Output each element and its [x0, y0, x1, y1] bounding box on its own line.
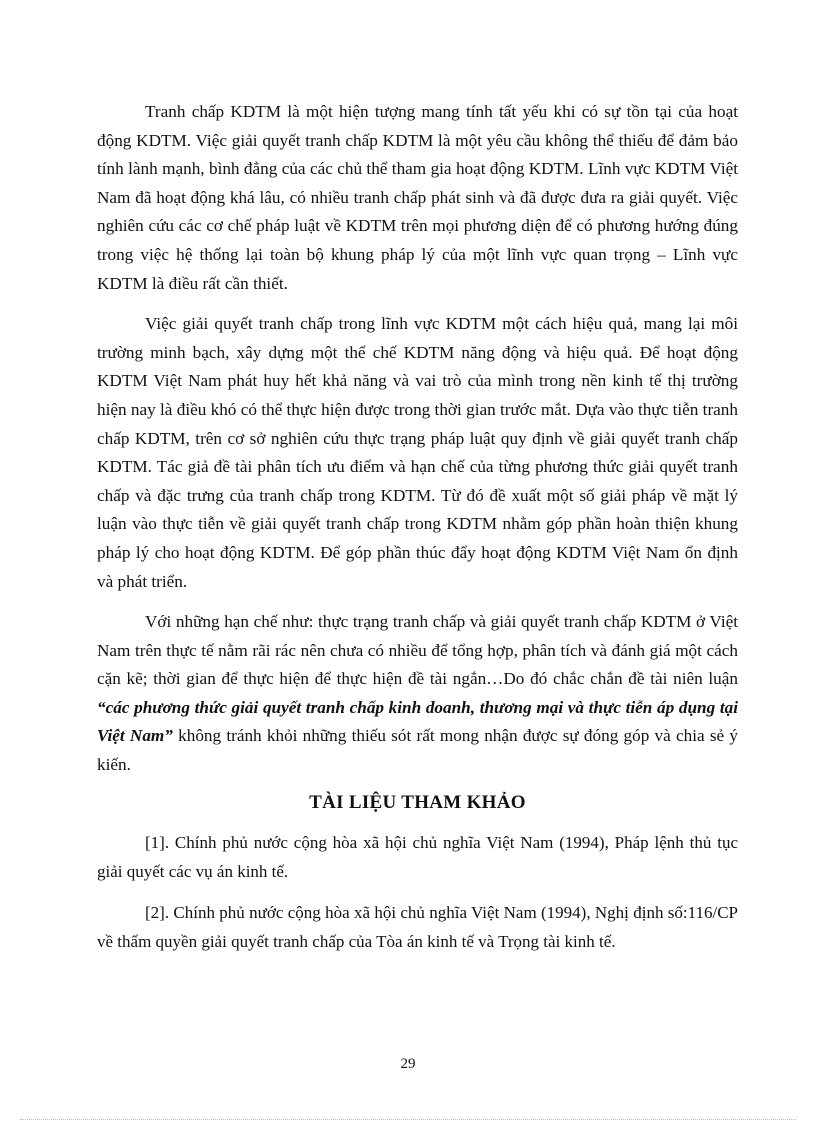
paragraph-2: Việc giải quyết tranh chấp trong lĩnh vực KDTM một cách hiệu quả, mang lại môi trường minh bạch, xây dựng một thể chế KDTM năng động và hiệu quả. Để hoạt động KDTM Việt Nam phát huy hết khả năng và vai trò của mình trong nền kinh tế thị trường hiện nay là điều khó có thể thực hiện được trong thời gian trước mắt. Dựa vào thực tiễn tranh chấp KDTM, trên cơ sở nghiên cứu thực trạng pháp luật quy định về giải quyết tranh chấp KDTM. Tác giả đề tài phân tích ưu điểm và hạn chế của từng phương thức giải quyết tranh chấp và đặc trưng của tranh chấp trong KDTM. Từ đó đề xuất một số giải pháp về mặt lý luận vào thực tiễn về giải quyết tranh chấp trong KDTM nhằm góp phần hoàn thiện khung pháp lý cho hoạt động KDTM. Để góp phần thúc đẩy hoạt động KDTM Việt Nam ổn định và phát triển. — [97, 314, 738, 591]
thesis-title-emphasis: “các phương thức giải quyết tranh chấp kinh doanh, thương mại và thực tiễn áp dụng tại Việt Nam” — [97, 697, 738, 746]
reference-item-1: [1]. Chính phủ nước cộng hòa xã hội chủ nghĩa Việt Nam (1994), Pháp lệnh thủ tục giải quyết các vụ án kinh tế. — [97, 832, 738, 881]
document-page — [97, 98, 738, 968]
references-heading: TÀI LIỆU THAM KHẢO — [309, 791, 526, 813]
paragraph-1: Tranh chấp KDTM là một hiện tượng mang tính tất yếu khi có sự tồn tại của hoạt động KDTM. Việc giải quyết tranh chấp KDTM là một yêu cầu không thể thiếu để đảm bảo tính lành mạnh, bình đẳng của các chủ thể tham gia hoạt động KDTM. Lĩnh vực KDTM Việt Nam đã hoạt động khá lâu, có nhiều tranh chấp phát sinh và đã được đưa ra giải quyết. Việc nghiên cứu các cơ chế pháp luật về KDTM trên mọi phương diện để có phương hướng đúng trong việc hệ thống lại toàn bộ khung pháp lý của một lĩnh vực quan trọng – Lĩnh vực KDTM là điều rất cần thiết. — [97, 102, 738, 293]
paragraph-3 — [97, 608, 738, 780]
paragraph-3-lead: Với những hạn chế như: thực trạng tranh chấp và giải quyết tranh chấp KDTM ở Việt Nam trên thực tế nằm rãi rác nên chưa có nhiều để tổng hợp, phân tích và đánh giá một cách cặn kẽ; thời gian để thực hiện để thực hiện đề tài ngắn…Do đó chắc chắn đề tài niên luận — [97, 612, 738, 689]
page-bottom-divider — [20, 1119, 796, 1120]
reference-item-2: [2]. Chính phủ nước cộng hòa xã hội chủ nghĩa Việt Nam (1994), Nghị định số:116/CP về thẩm quyền giải quyết tranh chấp của Tòa án kinh tế và Trọng tài kinh tế. — [97, 902, 738, 951]
paragraph-3-tail: không tránh khỏi những thiếu sót rất mong nhận được sự đóng góp và chia sẻ ý kiến. — [97, 726, 738, 775]
page-number: 29 — [400, 1056, 416, 1072]
